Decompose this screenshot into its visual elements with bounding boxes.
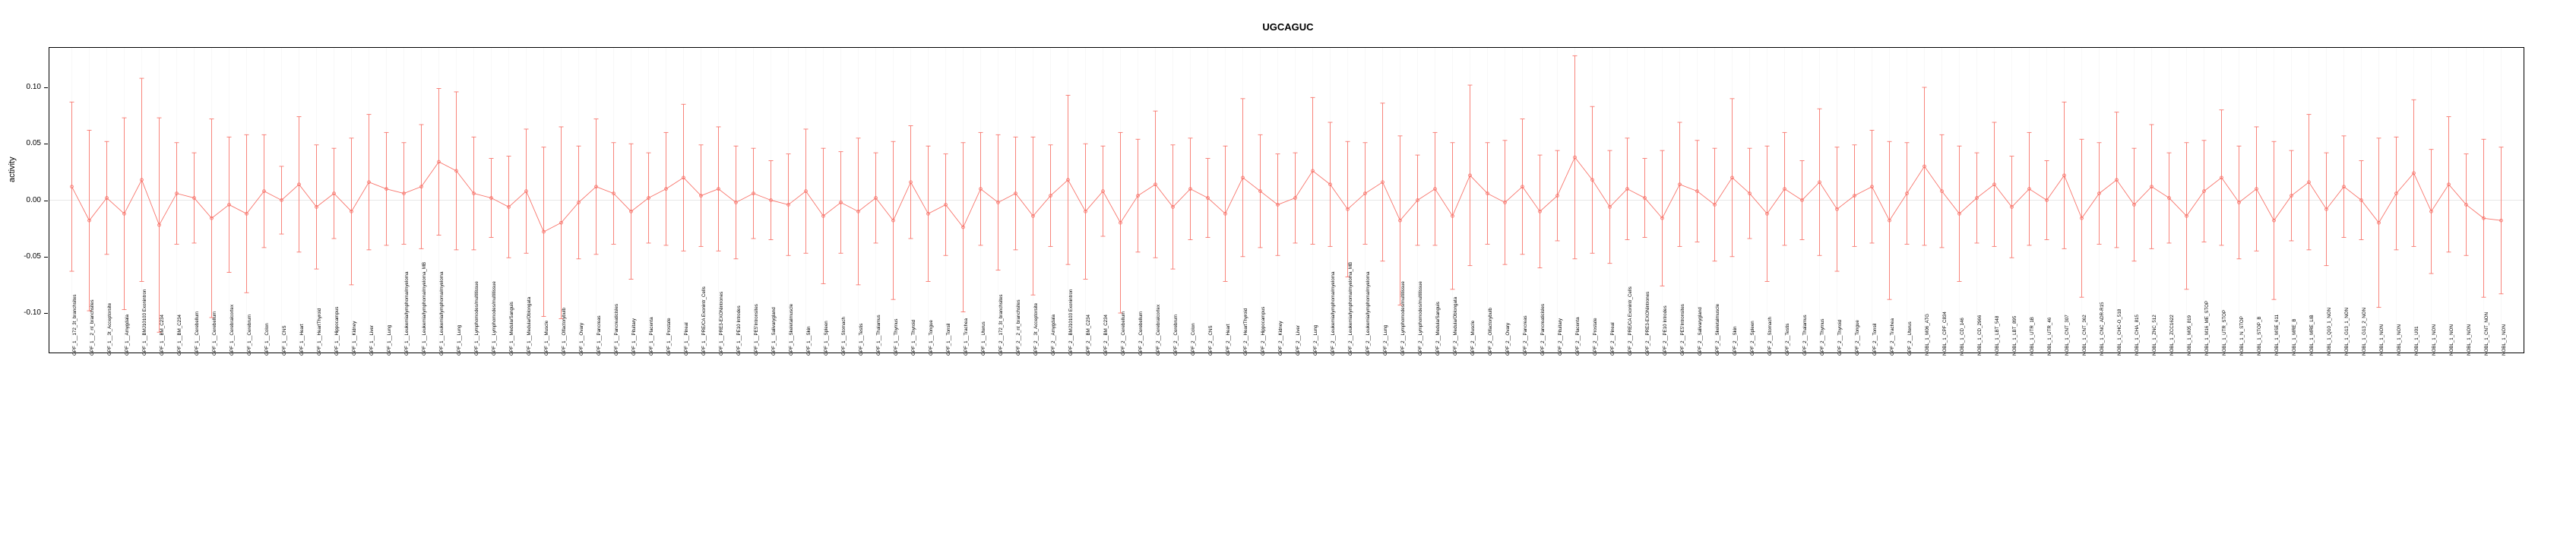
x-tick-label: GPF_2__Placenta: [1575, 317, 1581, 356]
x-tick-label: GPF_2__Cerebellum: [1138, 311, 1144, 356]
x-tick-label: GPF_1__Lymphomodes/multitissue: [492, 281, 497, 356]
x-tick-label: GPF_1__172_3t_branchsites: [72, 294, 78, 356]
y-axis: [0, 47, 49, 353]
x-tick-label: GPF_2__2_nt_branchsites: [1016, 299, 1021, 356]
y-axis-label: activity: [8, 157, 17, 182]
x-tick-label: NOBL_1_G13_2_NON: [2362, 308, 2367, 356]
x-tick-label: GPF_2__Colon: [1191, 323, 1196, 356]
x-tick-label: GPF_2__HeartThyroid: [1243, 308, 1248, 356]
x-tick-label: GPF_2__Pineal: [1610, 322, 1616, 356]
x-tick-label: GPF_2__Amygdala: [1051, 315, 1056, 356]
x-tick-label: GPF_2__Skeletalmuscle: [1715, 303, 1720, 356]
x-tick-label: GPF_1__Uterus: [981, 321, 986, 356]
x-tick-label: GPF_2__Kidney: [1278, 321, 1283, 356]
x-tick-label: GPF_2__Medula/Sanguis: [1435, 302, 1441, 356]
x-tick-label: NOBL_1_U01: [2414, 326, 2419, 356]
x-tick-label: GPF_1__Colon: [264, 323, 270, 356]
x-tick-label: NOBL_1_UTR_46: [2047, 317, 2052, 356]
x-tick-label: NOBL_1_MRE_LIB: [2309, 315, 2315, 356]
x-tick-label: NOBL_1_Q10_1_NON: [2327, 308, 2332, 356]
x-tick-label: NOBL_1_ZCC1622: [2169, 315, 2175, 356]
y-tick-label: 0.10: [26, 82, 41, 91]
x-tick-label: GPF_2__Thyroid: [1837, 319, 1843, 356]
x-tick-label: GPF_1__Thymus: [894, 318, 899, 356]
y-tick-label: 0.05: [26, 139, 41, 148]
x-tick-label: GPF_2__PE10 Introdes: [1663, 305, 1668, 356]
x-tick-label: GPF_2__Pituitary: [1558, 318, 1563, 356]
y-tick-label: -0.05: [24, 251, 41, 261]
x-tick-label: NOBL_1_CNT_NON: [2484, 311, 2489, 356]
x-tick-label: NOBL_1_NON: [2397, 324, 2402, 356]
x-tick-label: GPF_1__Skeletalmuscle: [789, 303, 794, 356]
x-tick-label: GPF_2__Thalamus: [1802, 315, 1808, 356]
x-tick-label: GPF_2__3t_Acceptorsite: [1033, 302, 1039, 356]
x-tick-label: GPF_2__PRE/CA Exonintr_Cells: [1628, 286, 1633, 356]
chart-title: UGCAGUC: [1262, 21, 1314, 33]
x-tick-label: GPF_2__Tongue: [1855, 320, 1860, 356]
x-tick-label: GPF_2__Hippocampus: [1261, 306, 1266, 356]
x-tick-label: GPF_2__Lung: [1383, 324, 1388, 356]
x-tick-label: GPF_1__CNS: [282, 325, 287, 356]
x-tick-label: GPF_1__Leukemia/lymphoma/myeloma_MB: [422, 261, 427, 356]
x-tick-label: GPF_1__Hippocampus: [334, 306, 340, 356]
x-tick-label: GPF_2__Leukemia/lymphoma/myeloma: [1366, 271, 1371, 356]
y-tick-mark: [44, 87, 48, 88]
x-tick-label: GPF_1__Placenta: [649, 317, 654, 356]
x-tick-label: GPF_2__Salivarygland: [1698, 307, 1703, 356]
x-tick-label: GPF_1__BM_C234: [177, 315, 182, 356]
x-tick-label: GPF_1__Medula/Oblongata: [527, 296, 532, 356]
x-tick-label: NOBL_1_M16_ME_STOP: [2204, 300, 2210, 356]
x-tick-label: GPF_1__Cerebralcortex: [229, 304, 235, 356]
x-tick-label: GPF_2__Stomach: [1767, 317, 1773, 356]
x-tick-label: GPF_1__Pituitary: [631, 318, 637, 356]
x-tick-label: NOBL_1_CNC_ADR-R15: [2100, 302, 2105, 356]
x-tick-label: GPF_1__PRE/CA Exonintr_Cells: [701, 286, 707, 356]
x-tick-label: GPF_2__PRE3-EXONintrones: [1645, 291, 1650, 356]
x-tick-label: GPF_2__Olfactorybulb: [1488, 308, 1493, 356]
x-tick-label: GPF_1__Olfactorybulb: [562, 308, 567, 356]
x-tick-label: GPF_1__Pancreas: [597, 315, 602, 356]
x-tick-label: GPF_2__PE5'Intronsites: [1680, 304, 1685, 356]
x-tick-label: GPF_2__Leukemia/lymphoma/myeloma: [1331, 271, 1336, 356]
x-tick-label: GPF_1__Prostate: [666, 318, 672, 356]
x-tick-label: GPF_1__Kidney: [352, 321, 357, 356]
x-tick-label: GPF_1__Thyroid: [911, 319, 916, 356]
x-tick-label: GPF_1__PE10 Introdes: [736, 305, 742, 356]
x-tick-label: GPF_1__Lung: [387, 324, 392, 356]
plot-area: [49, 47, 2524, 353]
x-tick-label: GPF_2__Testis: [1785, 323, 1790, 356]
x-tick-label: GPF_2__Liver: [1296, 325, 1301, 356]
x-tick-label: GPF_1__PRE3-EXONintrones: [719, 291, 724, 356]
x-tick-label: GPF_1__Liver: [369, 325, 375, 356]
x-tick-label: NOBL_1_LBT_895: [2012, 315, 2017, 356]
x-tick-label: GPF_2__Cerebellum: [1121, 311, 1126, 356]
x-tick-label: GPF_1__3t_Acceptorsite: [107, 302, 112, 356]
x-tick-label: GPF_1__Medula/Sanguis: [509, 302, 514, 356]
x-tick-label: NOBL_1_STOP_B: [2257, 316, 2262, 356]
x-tick-label: NOBL_1_CHA_815: [2135, 314, 2140, 356]
x-tick-label: GPF_2__Pancreas: [1523, 315, 1528, 356]
x-tick-label: GPF_1__PE5'Intronsites: [754, 304, 759, 356]
x-tick-label: NOBL_1_LBT_548: [1995, 315, 2000, 356]
x-tick-label: GPF_1__Ovary: [579, 323, 584, 356]
x-tick-label: GPF_2__172_3t_branchsites: [998, 294, 1004, 356]
x-tick-label: NOBL_1_CD_146: [1960, 318, 1965, 356]
x-tick-label: NOBL_1_N_STOP: [2239, 316, 2245, 356]
y-tick-label: 0.00: [26, 195, 41, 204]
x-tick-label: GPF_2__Leukemia/lymphoma/myeloma_MB: [1348, 261, 1353, 356]
x-tick-label: GPF_1__Cerebrum: [247, 315, 252, 356]
x-tick-label: GPF_1__Heart: [299, 324, 305, 356]
x-tick-label: NOBL_1_CNT_362: [2082, 315, 2087, 356]
x-tick-label: GPF_1__2_nt_branchsites: [90, 299, 95, 356]
x-tick-label: GPF_2__Skin: [1733, 326, 1738, 356]
x-tick-label: NOBL_1_CNT_307: [2065, 315, 2070, 356]
x-tick-label: GPF_1__Amygdala: [125, 315, 130, 356]
x-tick-label: GPF_1__Tongue: [929, 320, 934, 356]
y-tick-mark: [44, 313, 48, 314]
x-tick-label: GPF_1__Trachea: [964, 318, 969, 356]
x-tick-label: GPF_2__BM_C234: [1103, 315, 1109, 356]
x-tick-label: GPF_2__Cerebralcortex: [1156, 304, 1161, 356]
x-tick-label: GPF_2__Trachea: [1890, 318, 1895, 356]
x-tick-label: GPF_2__Uterus: [1907, 321, 1913, 356]
x-tick-label: NOBL_1_NON: [2449, 324, 2454, 356]
x-tick-label: GPF_1__Stomach: [841, 317, 847, 356]
x-tick-label: NOBL_1_NON: [2432, 324, 2437, 356]
x-tick-label: GPF_2__Prostate: [1593, 318, 1598, 356]
x-tick-label: GPF_2__Lung: [1313, 324, 1318, 356]
x-tick-label: GPF_2__Spleen: [1750, 321, 1755, 356]
x-tick-label: NOBL_1_G13_1_NON: [2344, 308, 2350, 356]
x-tick-label: GPF_2__Muscle: [1470, 320, 1476, 356]
x-tick-label: NOBL_1_M05_819: [2187, 315, 2192, 356]
x-tick-label: GPF_2__Thymus: [1820, 318, 1825, 356]
x-tick-label: GPF_2__Tonsil: [1872, 323, 1878, 356]
x-tick-label: GPF_1__BM_C234: [160, 315, 165, 356]
x-tick-label: GPF_1__Skin: [806, 326, 812, 356]
x-tick-label: NOBL_1_NON: [2467, 324, 2472, 356]
x-tick-label: GPF_1__Pineal: [684, 322, 689, 356]
x-tick-label: GPF_2__BM_C234: [1086, 315, 1091, 356]
x-tick-label: GPF_2__BMJ10103 Exonintron: [1068, 289, 1074, 356]
x-tick-label: GPF_2__Pancreaticisles: [1540, 303, 1546, 356]
x-tick-label: GPF_1__Muscle: [544, 320, 549, 356]
x-tick-label: NOBL_1_UTR_STOP: [2222, 309, 2227, 356]
x-tick-label: NOBL_1_CHC-O_518: [2117, 308, 2122, 356]
x-tick-label: NOBL_1_M06_ATG: [1925, 314, 1930, 356]
x-tick-label: NOBL_1_ZNC_512: [2152, 315, 2157, 356]
x-tick-label: NOBL_1_UTR_1B: [2030, 317, 2035, 356]
plot-svg: [49, 48, 2524, 353]
x-tick-label: GPF_1__Leukemia/lymphoma/myeloma: [404, 271, 410, 356]
x-tick-label: GPF_1__Testis: [859, 323, 864, 356]
x-tick-label: GPF_1__Spleen: [824, 321, 829, 356]
x-tick-label: NOBL_1_NON: [2502, 324, 2507, 356]
x-tick-label: GPF_1__Salivarygland: [771, 307, 777, 356]
x-tick-label: GPF_1__Pancreaticisles: [614, 303, 619, 356]
x-tick-label: NOBL_1_MRE_B: [2292, 318, 2297, 356]
x-tick-label: NOBL_1_CD_2966: [1977, 315, 1983, 356]
x-tick-label: GPF_1__Cerebellum: [195, 311, 200, 356]
x-tick-label: GPF_1__Tonsil: [946, 323, 951, 356]
x-tick-label: GPF_2__CNS: [1208, 325, 1214, 356]
x-tick-label: GPF_1__HeartThyroid: [317, 308, 322, 356]
y-tick-label: -0.10: [24, 308, 41, 318]
x-tick-label: GPF_1__Lung: [457, 324, 462, 356]
x-axis-labels: [49, 261, 2524, 544]
x-tick-label: GPF_1__Cerebellum: [212, 311, 217, 356]
x-tick-label: GPF_1__Lymphomodes/multitissue: [474, 281, 479, 356]
x-tick-label: NOBL_1_MSE_611: [2274, 315, 2280, 356]
x-tick-label: GPF_2__Cerebrum: [1173, 315, 1179, 356]
x-tick-label: NOBL_1_CPF_C834: [1942, 311, 1948, 356]
x-tick-label: GPF_2__Heart: [1226, 324, 1231, 356]
x-tick-label: GPF_2__Lymphomodes/multitissue: [1418, 281, 1423, 356]
x-tick-label: GPF_2__Lymphomodes/multitissue: [1400, 281, 1406, 356]
x-tick-label: GPF_1__Leukemia/lymphoma/myeloma: [439, 271, 445, 356]
x-tick-label: GPF_1__Thalamus: [876, 315, 881, 356]
x-tick-label: GPF_2__Ovary: [1505, 323, 1511, 356]
y-tick-mark: [44, 257, 48, 258]
x-tick-label: GPF_1__BMJ10103 Exonintron: [142, 289, 147, 356]
x-tick-label: NOBL_1_NON: [2379, 324, 2385, 356]
x-tick-label: GPF_2__Medula/Oblongata: [1453, 296, 1458, 356]
